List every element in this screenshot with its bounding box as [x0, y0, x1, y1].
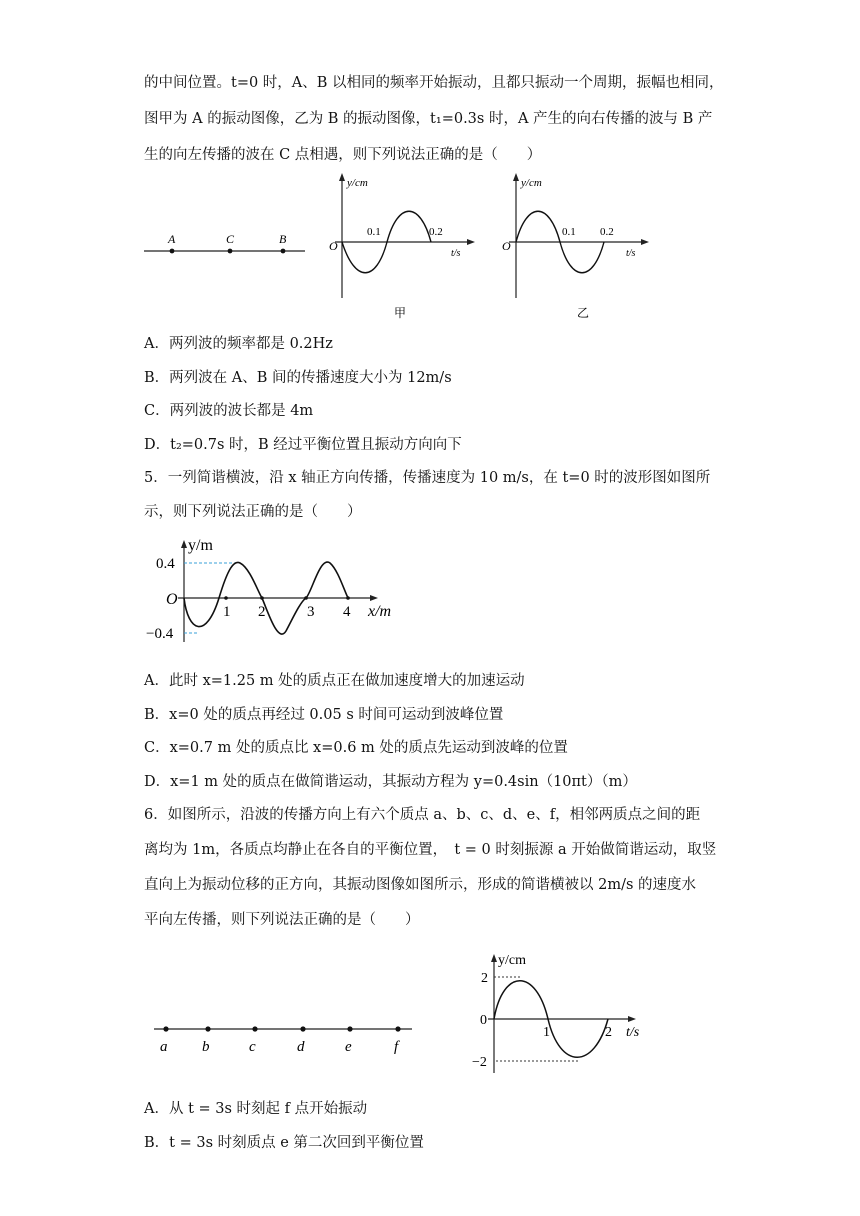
q5-option-a: A．此时 x=1.25 m 处的质点正在做加速度增大的加速运动 [144, 673, 525, 689]
q6-ytick-2: 2 [481, 971, 488, 986]
q6-stem-line-1: 6．如图所示，沿波的传播方向上有六个质点 a、b、c、d、e、f，相邻两质点之间的距 [144, 807, 701, 823]
q4-jia-xlabel: t/s [451, 248, 461, 259]
q4-yi-ylabel: y/cm [521, 177, 542, 189]
q4-jia-origin: O [329, 239, 338, 253]
q4-option-b: B．两列波在 A、B 间的传播速度大小为 12m/s [144, 370, 452, 386]
q4-stem-line-1: 的中间位置。t=0 时，A、B 以相同的频率开始振动，且都只振动一个周期，振幅也相同， [144, 75, 724, 91]
q6-ytick-0: 0 [480, 1013, 487, 1028]
q6-xtick-1: 1 [543, 1025, 550, 1040]
q5-wave-graph [140, 532, 410, 650]
q6-ylabel: y/cm [498, 953, 526, 968]
q4-jia-tick-2: 0.2 [429, 226, 443, 238]
q6-stem-line-2: 离均为 1m，各质点均静止在各自的平衡位置， t = 0 时刻振源 a 开始做简谐运动，取竖 [144, 842, 717, 858]
q6-point-c: c [249, 1039, 256, 1055]
q5-xlabel: x/m [368, 603, 392, 620]
q6-vibration-graph [470, 948, 660, 1078]
q4-yi-tick-1: 0.1 [562, 226, 576, 238]
q5-stem-line-1: 5．一列简谐横波，沿 x 轴正方向传播，传播速度为 10 m/s，在 t=0 时的波形图如图所 [144, 470, 711, 486]
q4-yi-tick-2: 0.2 [600, 226, 614, 238]
q6-option-b: B．t = 3s 时刻质点 e 第二次回到平衡位置 [144, 1135, 424, 1151]
q6-point-e: e [345, 1039, 352, 1055]
q4-yi-xlabel: t/s [626, 248, 636, 259]
q5-ylabel: y/m [188, 537, 213, 554]
q4-point-B: B [279, 232, 287, 246]
q4-option-c: C．两列波的波长都是 4m [144, 403, 314, 419]
q6-ytick-neg2: −2 [472, 1055, 487, 1070]
q4-point-A: A [168, 232, 176, 246]
q4-option-a: A．两列波的频率都是 0.2Hz [144, 336, 333, 352]
q5-origin: O [166, 591, 178, 608]
q4-point-C: C [226, 232, 235, 246]
q5-stem-line-2: 示，则下列说法正确的是（ ） [144, 504, 362, 520]
q4-graph-jia [325, 168, 485, 328]
q4-graph-yi [499, 168, 659, 328]
q5-option-d: D．x=1 m 处的质点在做简谐运动，其振动方程为 y=0.4sin（10πt）（m） [144, 774, 637, 790]
q4-jia-tick-1: 0.1 [367, 226, 381, 238]
q6-stem-line-3: 直向上为振动位移的正方向，其振动图像如图所示，形成的简谐横被以 2m/s 的速度水 [144, 877, 697, 893]
q5-option-b: B．x=0 处的质点再经过 0.05 s 时间可运动到波峰位置 [144, 707, 504, 723]
q5-ytick-pos: 0.4 [156, 556, 175, 572]
q5-xtick-4: 4 [343, 604, 351, 620]
q6-point-d: d [297, 1039, 305, 1055]
q6-points-figure [150, 1015, 420, 1055]
q6-point-b: b [202, 1039, 210, 1055]
q5-xtick-3: 3 [307, 604, 315, 620]
q5-ytick-neg: −0.4 [146, 626, 174, 642]
q6-xlabel: t/s [626, 1025, 640, 1040]
q6-option-a: A．从 t = 3s 时刻起 f 点开始振动 [144, 1101, 368, 1117]
q5-xtick-2: 2 [258, 604, 266, 620]
q4-jia-ylabel: y/cm [347, 177, 368, 189]
q4-stem-line-3: 生的向左传播的波在 C 点相遇，则下列说法正确的是（ ） [144, 147, 542, 163]
q6-point-a: a [160, 1039, 168, 1055]
q6-point-f: f [394, 1039, 399, 1055]
q5-xtick-1: 1 [223, 604, 231, 620]
q4-yi-caption: 乙 [577, 306, 590, 320]
q4-jia-caption: 甲 [394, 306, 407, 320]
q4-yi-origin: O [502, 239, 511, 253]
q5-option-c: C．x=0.7 m 处的质点比 x=0.6 m 处的质点先运动到波峰的位置 [144, 740, 568, 756]
q4-stem-line-2: 图甲为 A 的振动图像，乙为 B 的振动图像，t₁=0.3s 时，A 产生的向右传播的波与 B 产 [144, 111, 713, 127]
q6-stem-line-4: 平向左传播，则下列说法正确的是（ ） [144, 912, 420, 928]
q4-points-figure [140, 225, 310, 265]
q6-xtick-2: 2 [605, 1025, 612, 1040]
q4-option-d: D．t₂=0.7s 时，B 经过平衡位置且振动方向向下 [144, 437, 462, 453]
